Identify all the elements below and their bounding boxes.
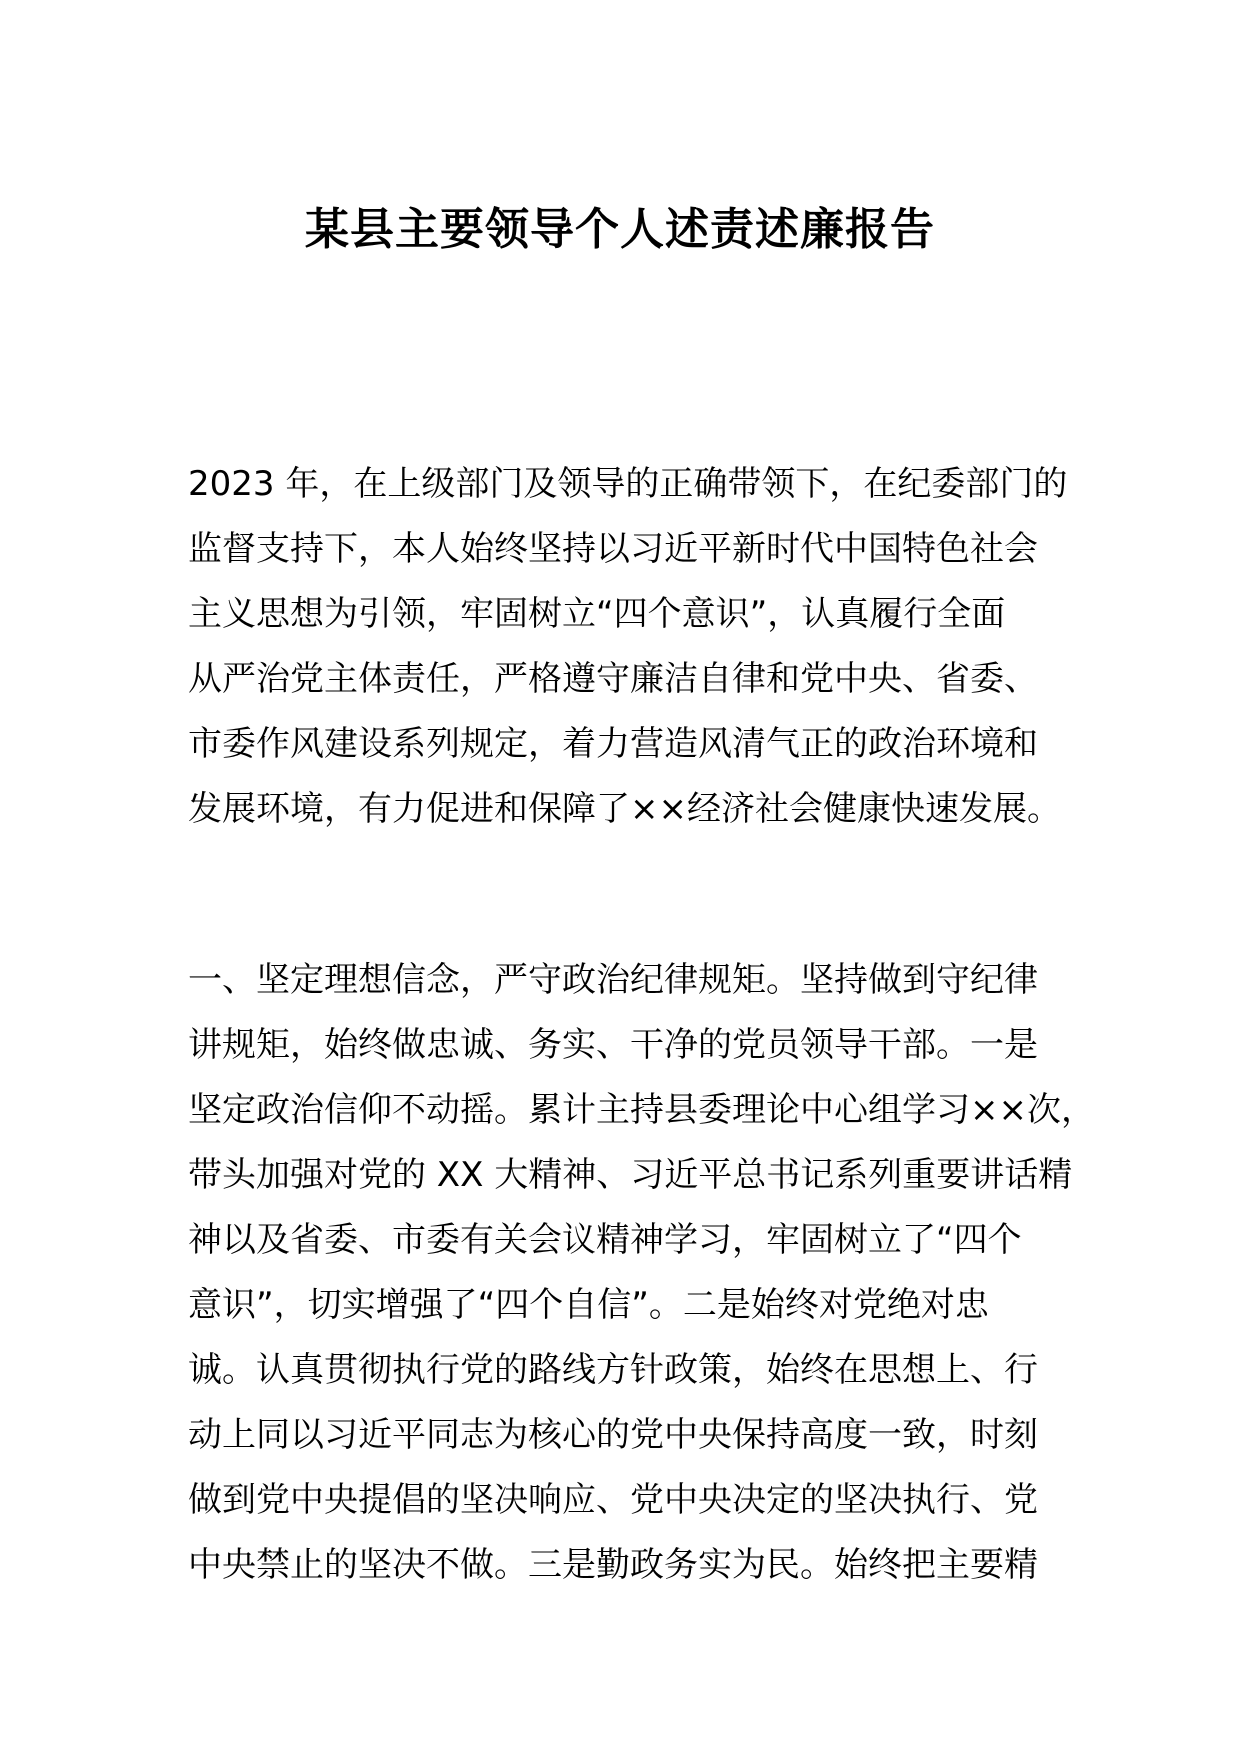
section-one-paragraph [188,948,1095,1598]
paragraph-line: 监督支持下，本人始终坚持以习近平新时代中国特色社会 [188,529,1038,569]
paragraph-line: 中央禁止的坚决不做。三是勤政务实为民。始终把主要精 [188,1545,1038,1585]
paragraph-line: 发展环境，有力促进和保障了××经济社会健康快速发展。 [188,789,1061,829]
paragraph-spacer [188,842,1068,948]
paragraph-line: 诚。认真贯彻执行党的路线方针政策，始终在思想上、行 [188,1350,1038,1390]
document-title: 某县主要领导个人述责述廉报告 [305,204,935,255]
paragraph-line: 一、坚定理想信念，严守政治纪律规矩。坚持做到守纪律 [188,960,1038,1000]
paragraph-line: 市委作风建设系列规定，着力营造风清气正的政治环境和 [188,724,1038,764]
intro-paragraph [188,452,1068,842]
paragraph-line: 从严治党主体责任，严格遵守廉洁自律和党中央、省委、 [188,659,1038,699]
paragraph-line: 神以及省委、市委有关会议精神学习，牢固树立了“四个 [188,1220,1022,1260]
paragraph-line: 坚定政治信仰不动摇。累计主持县委理论中心组学习××次， [188,1090,1095,1130]
paragraph-line: 意识”，切实增强了“四个自信”。二是始终对党绝对忠 [188,1285,989,1325]
paragraph-line: 主义思想为引领，牢固树立“四个意识”，认真履行全面 [188,594,1006,634]
paragraph-line: 带头加强对党的 XX 大精神、习近平总书记系列重要讲话精 [188,1155,1073,1195]
paragraph-line: 讲规矩，始终做忠诚、务实、干净的党员领导干部。一是 [188,1025,1038,1065]
paragraph-line: 2023 年，在上级部门及领导的正确带领下，在纪委部门的 [188,464,1068,504]
paragraph-line: 做到党中央提倡的坚决响应、党中央决定的坚决执行、党 [188,1480,1038,1520]
paragraph-line: 动上同以习近平同志为核心的党中央保持高度一致，时刻 [188,1415,1038,1455]
document-body [188,452,1095,1598]
